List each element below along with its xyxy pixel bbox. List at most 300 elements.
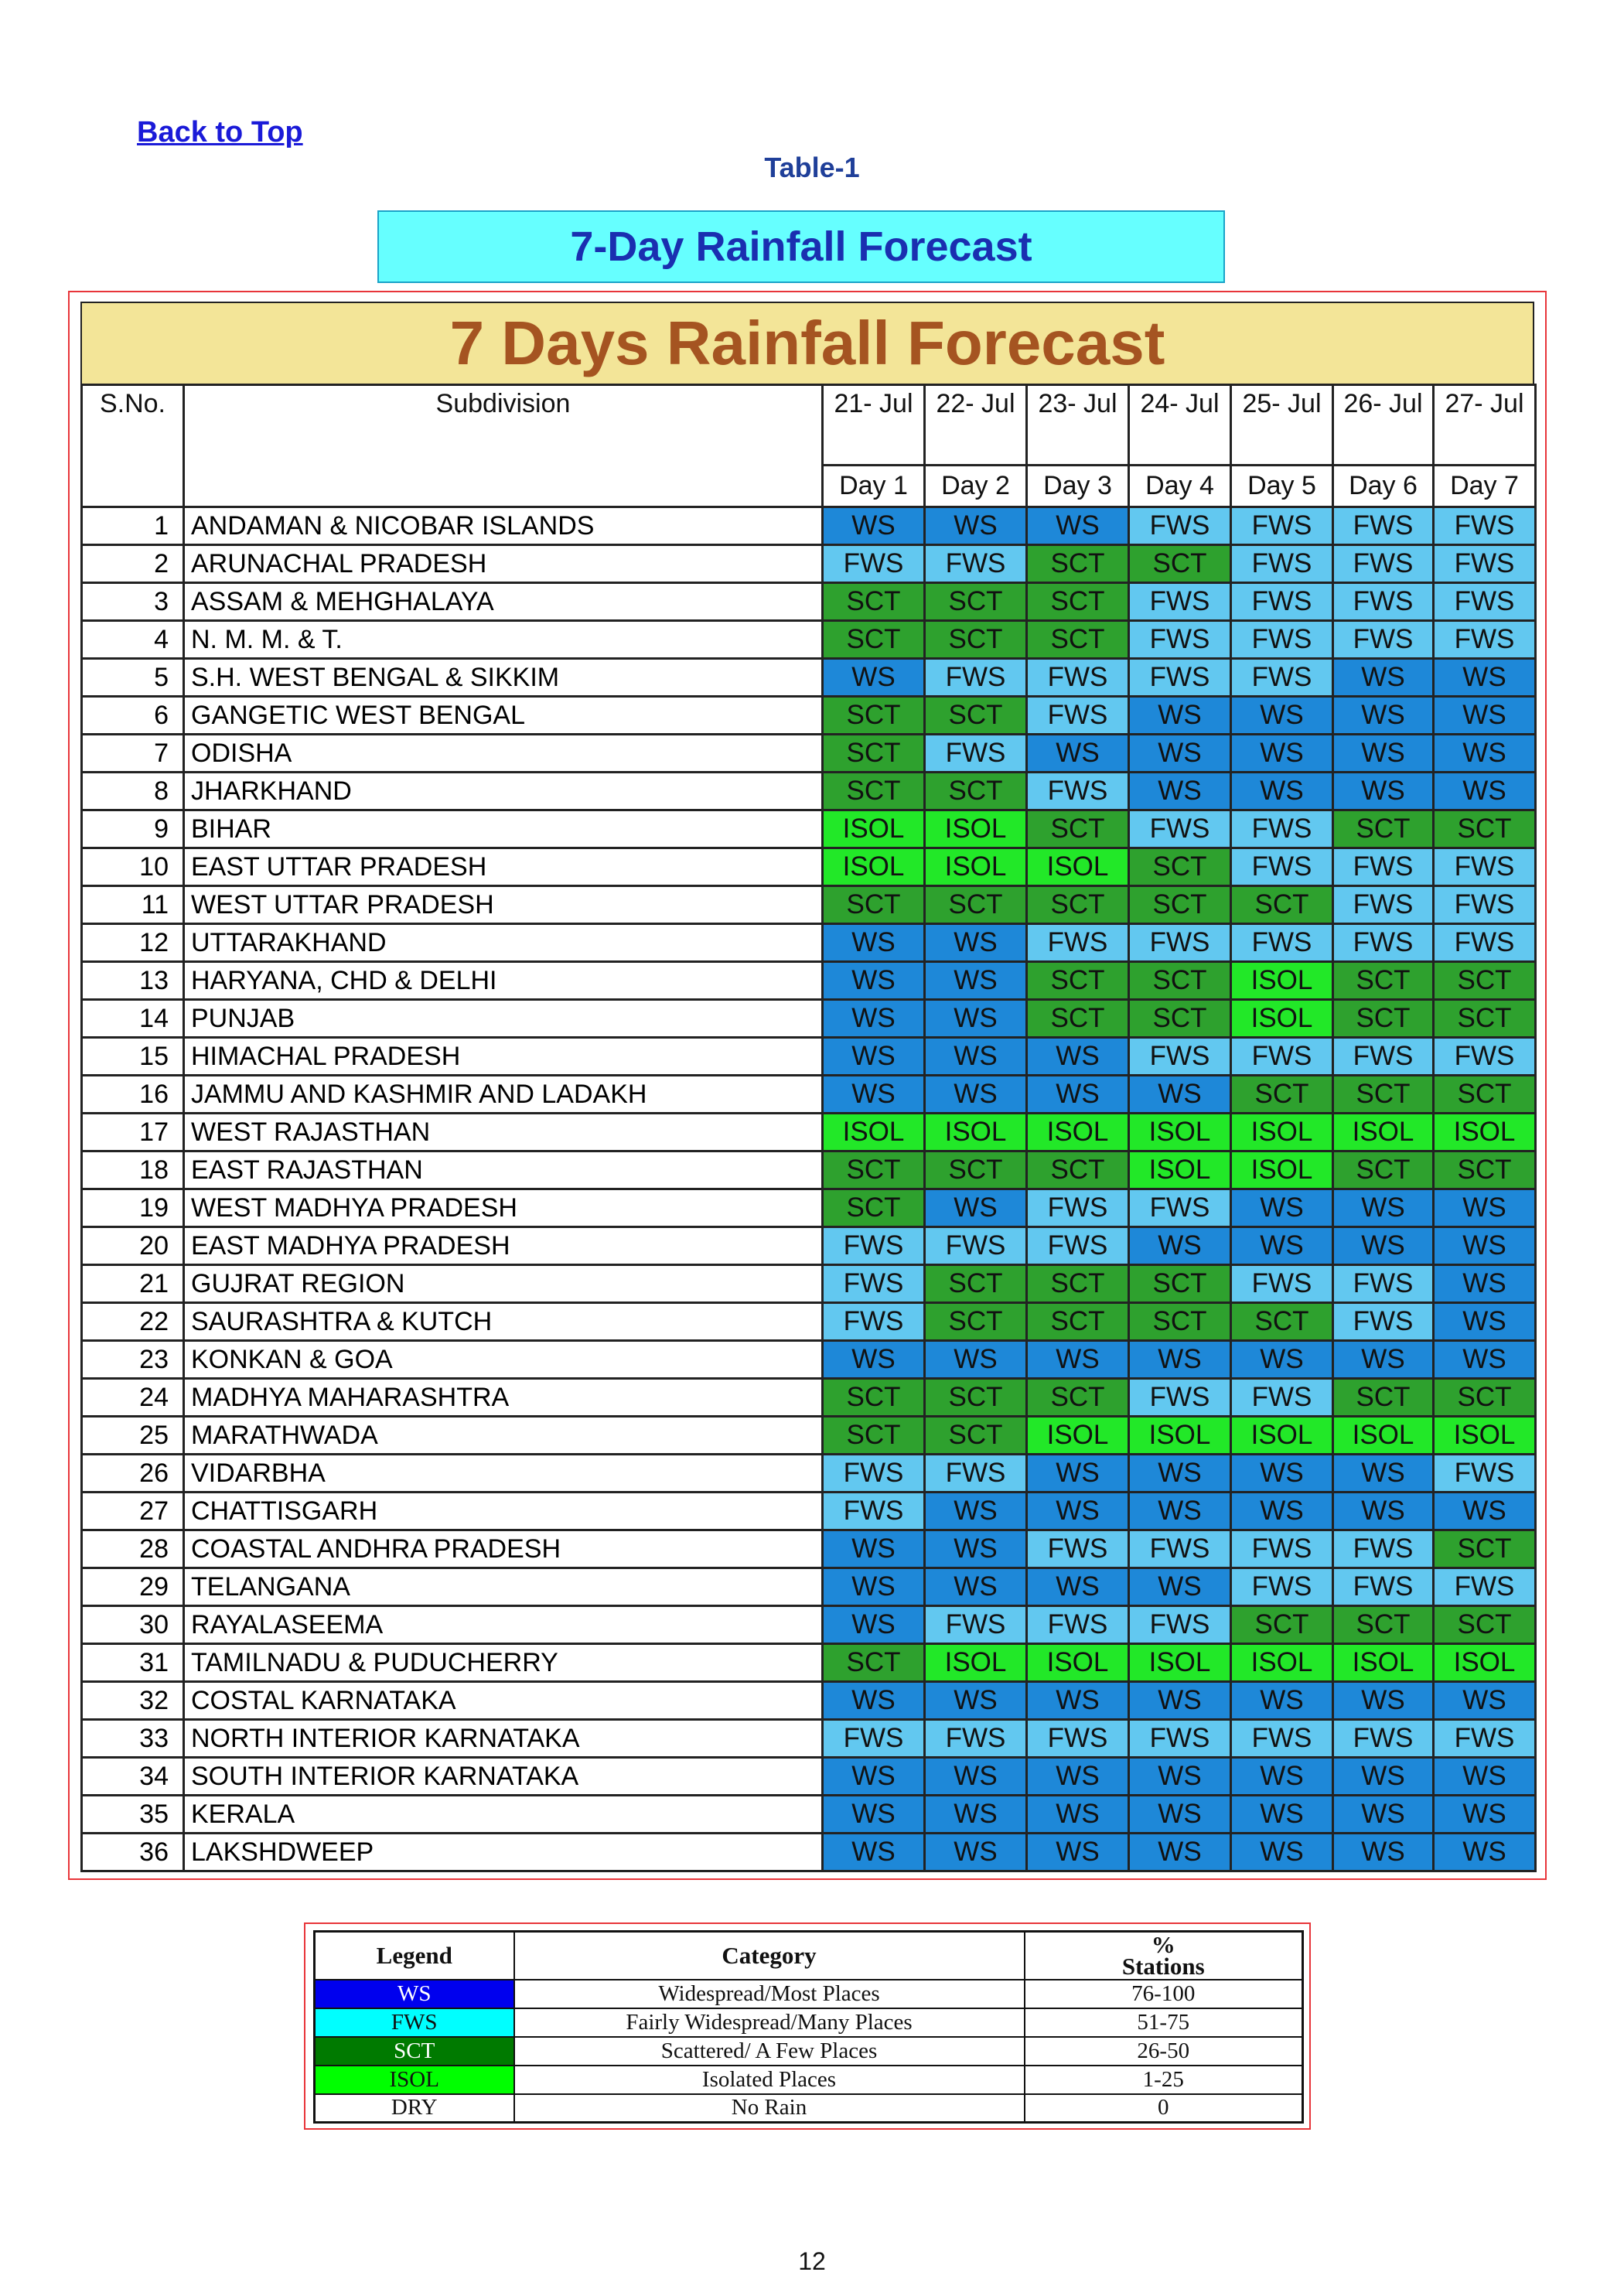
forecast-cell: WS <box>1129 773 1231 810</box>
table-row <box>82 1341 1536 1379</box>
forecast-cell: SCT <box>1027 962 1129 1000</box>
forecast-cell: WS <box>1231 1493 1333 1530</box>
forecast-cell: SCT <box>1434 810 1536 848</box>
forecast-cell: SCT <box>1027 1265 1129 1303</box>
table-row <box>82 1455 1536 1493</box>
forecast-cell: SCT <box>1027 583 1129 621</box>
forecast-cell: SCT <box>1434 1151 1536 1189</box>
forecast-cell: SCT <box>1027 621 1129 659</box>
forecast-cell: FWS <box>1129 1038 1231 1076</box>
row-sno: 25 <box>82 1417 184 1455</box>
forecast-cell: WS <box>823 1606 925 1644</box>
col-header-day: Day 4 <box>1129 466 1231 507</box>
forecast-table <box>80 384 1537 1872</box>
forecast-cell: FWS <box>925 545 1027 583</box>
forecast-cell: WS <box>1434 1758 1536 1796</box>
forecast-cell: FWS <box>823 1493 925 1530</box>
forecast-cell: SCT <box>823 1379 925 1417</box>
forecast-cell: SCT <box>823 583 925 621</box>
forecast-cell: WS <box>1434 1682 1536 1720</box>
legend-stations: 0 <box>1025 2094 1303 2123</box>
forecast-cell: WS <box>1434 1189 1536 1227</box>
row-subdivision: CHATTISGARH <box>184 1493 823 1530</box>
row-subdivision: HARYANA, CHD & DELHI <box>184 962 823 1000</box>
forecast-cell: SCT <box>823 1151 925 1189</box>
table-row <box>82 659 1536 697</box>
forecast-cell: SCT <box>1027 1151 1129 1189</box>
row-subdivision: EAST MADHYA PRADESH <box>184 1227 823 1265</box>
legend-header-stations <box>1025 1932 1303 1980</box>
row-sno: 23 <box>82 1341 184 1379</box>
table-row <box>82 1189 1536 1227</box>
row-subdivision: WEST RAJASTHAN <box>184 1114 823 1151</box>
forecast-cell: WS <box>823 1000 925 1038</box>
forecast-cell: SCT <box>925 1265 1027 1303</box>
row-sno: 14 <box>82 1000 184 1038</box>
legend-stations: 51-75 <box>1025 2008 1303 2037</box>
forecast-cell: SCT <box>1231 886 1333 924</box>
forecast-cell: FWS <box>1231 1530 1333 1568</box>
row-subdivision: UTTARAKHAND <box>184 924 823 962</box>
forecast-cell: FWS <box>1434 924 1536 962</box>
legend-stations: 1-25 <box>1025 2066 1303 2094</box>
forecast-cell: WS <box>823 1796 925 1834</box>
forecast-cell: WS <box>1231 1189 1333 1227</box>
forecast-cell: FWS <box>1129 810 1231 848</box>
forecast-cell: FWS <box>1129 507 1231 545</box>
forecast-cell: WS <box>1027 1758 1129 1796</box>
col-header-day: Day 2 <box>925 466 1027 507</box>
forecast-cell: SCT <box>1129 1265 1231 1303</box>
row-subdivision: HIMACHAL PRADESH <box>184 1038 823 1076</box>
table-row <box>82 1038 1536 1076</box>
row-sno: 30 <box>82 1606 184 1644</box>
forecast-cell: FWS <box>1434 621 1536 659</box>
back-to-top-link[interactable]: Back to Top <box>137 116 303 148</box>
forecast-cell: WS <box>925 507 1027 545</box>
forecast-cell: ISOL <box>1434 1417 1536 1455</box>
forecast-cell: SCT <box>1027 810 1129 848</box>
forecast-cell: ISOL <box>1434 1114 1536 1151</box>
forecast-cell: ISOL <box>1333 1114 1434 1151</box>
forecast-cell: ISOL <box>1129 1644 1231 1682</box>
forecast-cell: SCT <box>1027 1000 1129 1038</box>
forecast-cell: ISOL <box>1027 1644 1129 1682</box>
table-row <box>82 1493 1536 1530</box>
forecast-cell: SCT <box>823 886 925 924</box>
forecast-cell: SCT <box>1434 1000 1536 1038</box>
forecast-cell: ISOL <box>1231 1151 1333 1189</box>
forecast-cell: FWS <box>1129 1530 1231 1568</box>
legend-category: Widespread/Most Places <box>514 1980 1025 2008</box>
forecast-cell: WS <box>1027 1455 1129 1493</box>
forecast-cell: WS <box>1231 1227 1333 1265</box>
legend-row <box>315 2094 1303 2123</box>
forecast-cell: WS <box>1129 1834 1231 1871</box>
forecast-cell: WS <box>925 1341 1027 1379</box>
row-subdivision: SAURASHTRA & KUTCH <box>184 1303 823 1341</box>
forecast-cell: WS <box>1434 1341 1536 1379</box>
forecast-cell: ISOL <box>1027 1114 1129 1151</box>
forecast-cell: ISOL <box>1129 1114 1231 1151</box>
forecast-cell: WS <box>1027 735 1129 773</box>
forecast-cell: WS <box>925 1076 1027 1114</box>
row-sno: 35 <box>82 1796 184 1834</box>
row-sno: 13 <box>82 962 184 1000</box>
forecast-cell: WS <box>1333 697 1434 735</box>
forecast-cell: WS <box>823 507 925 545</box>
forecast-cell: FWS <box>823 1455 925 1493</box>
forecast-cell: FWS <box>925 735 1027 773</box>
row-sno: 11 <box>82 886 184 924</box>
forecast-cell: SCT <box>1027 1303 1129 1341</box>
forecast-cell: SCT <box>1333 1379 1434 1417</box>
forecast-cell: WS <box>823 1834 925 1871</box>
forecast-cell: FWS <box>1434 886 1536 924</box>
forecast-cell: WS <box>823 659 925 697</box>
table-row <box>82 545 1536 583</box>
col-header-date: 27- Jul <box>1434 385 1536 466</box>
forecast-cell: FWS <box>823 545 925 583</box>
forecast-cell: FWS <box>925 659 1027 697</box>
forecast-cell: FWS <box>1129 621 1231 659</box>
forecast-cell: FWS <box>1129 1189 1231 1227</box>
forecast-cell: WS <box>1027 507 1129 545</box>
forecast-body <box>82 507 1536 1871</box>
forecast-cell: FWS <box>1333 1038 1434 1076</box>
forecast-cell: FWS <box>1333 1265 1434 1303</box>
forecast-cell: FWS <box>1434 848 1536 886</box>
forecast-cell: SCT <box>1333 962 1434 1000</box>
forecast-cell: SCT <box>1333 810 1434 848</box>
forecast-cell: WS <box>1434 1227 1536 1265</box>
table-row <box>82 697 1536 735</box>
row-subdivision: GUJRAT REGION <box>184 1265 823 1303</box>
table-row <box>82 507 1536 545</box>
forecast-cell: WS <box>1129 697 1231 735</box>
table-row <box>82 924 1536 962</box>
forecast-cell: WS <box>1231 697 1333 735</box>
forecast-cell: WS <box>1333 1493 1434 1530</box>
forecast-cell: FWS <box>1231 545 1333 583</box>
forecast-cell: FWS <box>1129 583 1231 621</box>
row-subdivision: ANDAMAN & NICOBAR ISLANDS <box>184 507 823 545</box>
legend-code: DRY <box>315 2094 514 2123</box>
forecast-cell: ISOL <box>1231 962 1333 1000</box>
forecast-cell: ISOL <box>823 848 925 886</box>
row-sno: 34 <box>82 1758 184 1796</box>
forecast-cell: WS <box>823 962 925 1000</box>
forecast-cell: ISOL <box>1129 1417 1231 1455</box>
forecast-cell: ISOL <box>1129 1151 1231 1189</box>
forecast-cell: WS <box>925 1530 1027 1568</box>
row-sno: 1 <box>82 507 184 545</box>
forecast-cell: SCT <box>1231 1606 1333 1644</box>
forecast-cell: ISOL <box>823 1114 925 1151</box>
row-subdivision: LAKSHDWEEP <box>184 1834 823 1871</box>
legend-stations: 26-50 <box>1025 2037 1303 2066</box>
col-header-date: 26- Jul <box>1333 385 1434 466</box>
table-row <box>82 583 1536 621</box>
forecast-cell: FWS <box>1333 1303 1434 1341</box>
row-sno: 18 <box>82 1151 184 1189</box>
forecast-cell: WS <box>1129 1455 1231 1493</box>
row-sno: 2 <box>82 545 184 583</box>
forecast-cell: WS <box>1434 1303 1536 1341</box>
row-sno: 33 <box>82 1720 184 1758</box>
row-sno: 4 <box>82 621 184 659</box>
row-sno: 21 <box>82 1265 184 1303</box>
row-sno: 28 <box>82 1530 184 1568</box>
table-row <box>82 735 1536 773</box>
forecast-cell: FWS <box>1333 848 1434 886</box>
forecast-cell: FWS <box>1231 1038 1333 1076</box>
forecast-cell: FWS <box>1434 507 1536 545</box>
forecast-cell: WS <box>823 924 925 962</box>
forecast-cell: SCT <box>1129 1000 1231 1038</box>
row-sno: 8 <box>82 773 184 810</box>
legend-row <box>315 2037 1303 2066</box>
table-row <box>82 810 1536 848</box>
row-sno: 17 <box>82 1114 184 1151</box>
forecast-cell: FWS <box>925 1720 1027 1758</box>
row-sno: 20 <box>82 1227 184 1265</box>
forecast-cell: SCT <box>1027 545 1129 583</box>
forecast-cell: WS <box>1129 1076 1231 1114</box>
forecast-cell: WS <box>1333 1796 1434 1834</box>
forecast-cell: FWS <box>1231 659 1333 697</box>
forecast-cell: WS <box>925 1568 1027 1606</box>
forecast-cell: WS <box>1231 1682 1333 1720</box>
row-sno: 15 <box>82 1038 184 1076</box>
table-row <box>82 1720 1536 1758</box>
forecast-cell: WS <box>823 1341 925 1379</box>
col-header-day: Day 5 <box>1231 466 1333 507</box>
row-sno: 24 <box>82 1379 184 1417</box>
forecast-cell: WS <box>925 1000 1027 1038</box>
row-sno: 6 <box>82 697 184 735</box>
table-row <box>82 1834 1536 1871</box>
row-subdivision: EAST UTTAR PRADESH <box>184 848 823 886</box>
row-subdivision: ASSAM & MEHGHALAYA <box>184 583 823 621</box>
forecast-cell: WS <box>925 1834 1027 1871</box>
forecast-cell: WS <box>925 1682 1027 1720</box>
row-sno: 7 <box>82 735 184 773</box>
forecast-cell: WS <box>925 1758 1027 1796</box>
forecast-cell: SCT <box>823 1417 925 1455</box>
forecast-cell: FWS <box>1027 1606 1129 1644</box>
forecast-cell: FWS <box>1027 1189 1129 1227</box>
forecast-container <box>80 302 1534 1872</box>
forecast-cell: FWS <box>823 1227 925 1265</box>
forecast-cell: SCT <box>823 621 925 659</box>
forecast-cell: FWS <box>925 1227 1027 1265</box>
table-row <box>82 962 1536 1000</box>
forecast-cell: WS <box>1129 1796 1231 1834</box>
forecast-cell: SCT <box>1129 1303 1231 1341</box>
table-row <box>82 1758 1536 1796</box>
row-subdivision: S.H. WEST BENGAL & SIKKIM <box>184 659 823 697</box>
forecast-cell: WS <box>1231 1796 1333 1834</box>
forecast-cell: ISOL <box>1333 1417 1434 1455</box>
forecast-cell: ISOL <box>1027 848 1129 886</box>
row-sno: 27 <box>82 1493 184 1530</box>
forecast-cell: SCT <box>925 1417 1027 1455</box>
legend-category: Scattered/ A Few Places <box>514 2037 1025 2066</box>
row-subdivision: EAST RAJASTHAN <box>184 1151 823 1189</box>
legend-row <box>315 1980 1303 2008</box>
col-header-day: Day 1 <box>823 466 925 507</box>
forecast-cell: WS <box>1333 1227 1434 1265</box>
col-header-subdivision: Subdivision <box>184 385 823 507</box>
forecast-cell: WS <box>1129 1682 1231 1720</box>
forecast-cell: SCT <box>925 583 1027 621</box>
row-sno: 19 <box>82 1189 184 1227</box>
forecast-cell: FWS <box>1231 1379 1333 1417</box>
forecast-cell: WS <box>925 1493 1027 1530</box>
table-row <box>82 1114 1536 1151</box>
forecast-cell: FWS <box>1434 583 1536 621</box>
forecast-cell: WS <box>925 1038 1027 1076</box>
forecast-cell: WS <box>823 1530 925 1568</box>
forecast-cell: FWS <box>925 1455 1027 1493</box>
forecast-cell: WS <box>1434 773 1536 810</box>
legend-body <box>315 1980 1303 2123</box>
forecast-frame <box>68 291 1547 1880</box>
forecast-cell: WS <box>925 1796 1027 1834</box>
legend-category: No Rain <box>514 2094 1025 2123</box>
forecast-cell: SCT <box>1129 886 1231 924</box>
forecast-cell: FWS <box>823 1720 925 1758</box>
forecast-cell: WS <box>1231 735 1333 773</box>
forecast-cell: SCT <box>925 886 1027 924</box>
forecast-cell: ISOL <box>1231 1644 1333 1682</box>
forecast-cell: WS <box>1434 1493 1536 1530</box>
forecast-banner: 7 Days Rainfall Forecast <box>80 302 1534 384</box>
forecast-cell: WS <box>823 1682 925 1720</box>
forecast-cell: SCT <box>1027 886 1129 924</box>
forecast-cell: SCT <box>823 1644 925 1682</box>
row-sno: 26 <box>82 1455 184 1493</box>
table-row <box>82 1076 1536 1114</box>
forecast-cell: WS <box>1231 773 1333 810</box>
row-sno: 32 <box>82 1682 184 1720</box>
forecast-cell: FWS <box>1231 507 1333 545</box>
forecast-cell: SCT <box>1333 1606 1434 1644</box>
table-label: Table-1 <box>764 152 860 183</box>
forecast-cell: WS <box>1231 1834 1333 1871</box>
forecast-cell: ISOL <box>925 848 1027 886</box>
forecast-cell: SCT <box>925 773 1027 810</box>
forecast-cell: WS <box>1129 1227 1231 1265</box>
forecast-cell: ISOL <box>925 1114 1027 1151</box>
legend-row <box>315 2066 1303 2094</box>
forecast-cell: FWS <box>1027 924 1129 962</box>
forecast-cell: WS <box>823 1758 925 1796</box>
col-header-date: 22- Jul <box>925 385 1027 466</box>
forecast-cell: FWS <box>1231 1568 1333 1606</box>
forecast-cell: FWS <box>1027 1227 1129 1265</box>
row-subdivision: JAMMU AND KASHMIR AND LADAKH <box>184 1076 823 1114</box>
forecast-cell: SCT <box>1231 1076 1333 1114</box>
forecast-cell: WS <box>1333 773 1434 810</box>
forecast-cell: WS <box>1027 1341 1129 1379</box>
legend-header-legend: Legend <box>315 1932 514 1980</box>
legend-header-category: Category <box>514 1932 1025 1980</box>
forecast-cell: SCT <box>925 1151 1027 1189</box>
forecast-cell: SCT <box>1434 1530 1536 1568</box>
row-sno: 31 <box>82 1644 184 1682</box>
forecast-cell: SCT <box>925 1303 1027 1341</box>
forecast-cell: FWS <box>1434 1568 1536 1606</box>
col-header-day: Day 7 <box>1434 466 1536 507</box>
table-row <box>82 1303 1536 1341</box>
forecast-cell: FWS <box>1231 1720 1333 1758</box>
forecast-cell: FWS <box>1333 924 1434 962</box>
table-row <box>82 1417 1536 1455</box>
row-subdivision: ODISHA <box>184 735 823 773</box>
legend-header-stations-pct: % <box>1151 1930 1175 1958</box>
table-row <box>82 1000 1536 1038</box>
row-sno: 16 <box>82 1076 184 1114</box>
col-header-date: 23- Jul <box>1027 385 1129 466</box>
forecast-cell: SCT <box>1129 848 1231 886</box>
table-row <box>82 1568 1536 1606</box>
forecast-cell: SCT <box>1434 962 1536 1000</box>
forecast-cell: ISOL <box>1434 1644 1536 1682</box>
forecast-cell: ISOL <box>1333 1644 1434 1682</box>
row-subdivision: COASTAL ANDHRA PRADESH <box>184 1530 823 1568</box>
forecast-cell: SCT <box>823 1189 925 1227</box>
col-header-date: 25- Jul <box>1231 385 1333 466</box>
forecast-cell: ISOL <box>1231 1417 1333 1455</box>
forecast-cell: FWS <box>1333 545 1434 583</box>
forecast-cell: WS <box>1027 1568 1129 1606</box>
forecast-cell: FWS <box>1129 1720 1231 1758</box>
forecast-cell: SCT <box>925 1379 1027 1417</box>
forecast-cell: WS <box>1129 735 1231 773</box>
forecast-cell: SCT <box>1129 962 1231 1000</box>
forecast-cell: FWS <box>1333 583 1434 621</box>
table-row <box>82 1151 1536 1189</box>
forecast-cell: SCT <box>1434 1076 1536 1114</box>
forecast-cell: WS <box>1129 1568 1231 1606</box>
row-sno: 12 <box>82 924 184 962</box>
forecast-cell: ISOL <box>823 810 925 848</box>
forecast-cell: FWS <box>1434 1455 1536 1493</box>
forecast-cell: FWS <box>1333 886 1434 924</box>
forecast-cell: SCT <box>823 697 925 735</box>
legend-code: ISOL <box>315 2066 514 2094</box>
forecast-cell: WS <box>823 1568 925 1606</box>
forecast-cell: SCT <box>1333 1151 1434 1189</box>
row-subdivision: JHARKHAND <box>184 773 823 810</box>
table-row <box>82 1796 1536 1834</box>
forecast-cell: WS <box>1027 1682 1129 1720</box>
forecast-cell: FWS <box>925 1606 1027 1644</box>
forecast-cell: WS <box>925 924 1027 962</box>
forecast-cell: WS <box>823 1038 925 1076</box>
forecast-cell: WS <box>1333 735 1434 773</box>
page-title: 7-Day Rainfall Forecast <box>377 210 1225 283</box>
forecast-cell: FWS <box>1434 545 1536 583</box>
forecast-cell: WS <box>1027 1493 1129 1530</box>
legend-code: FWS <box>315 2008 514 2037</box>
legend-row <box>315 2008 1303 2037</box>
forecast-cell: WS <box>1333 1758 1434 1796</box>
forecast-cell: FWS <box>1129 1606 1231 1644</box>
row-subdivision: KERALA <box>184 1796 823 1834</box>
